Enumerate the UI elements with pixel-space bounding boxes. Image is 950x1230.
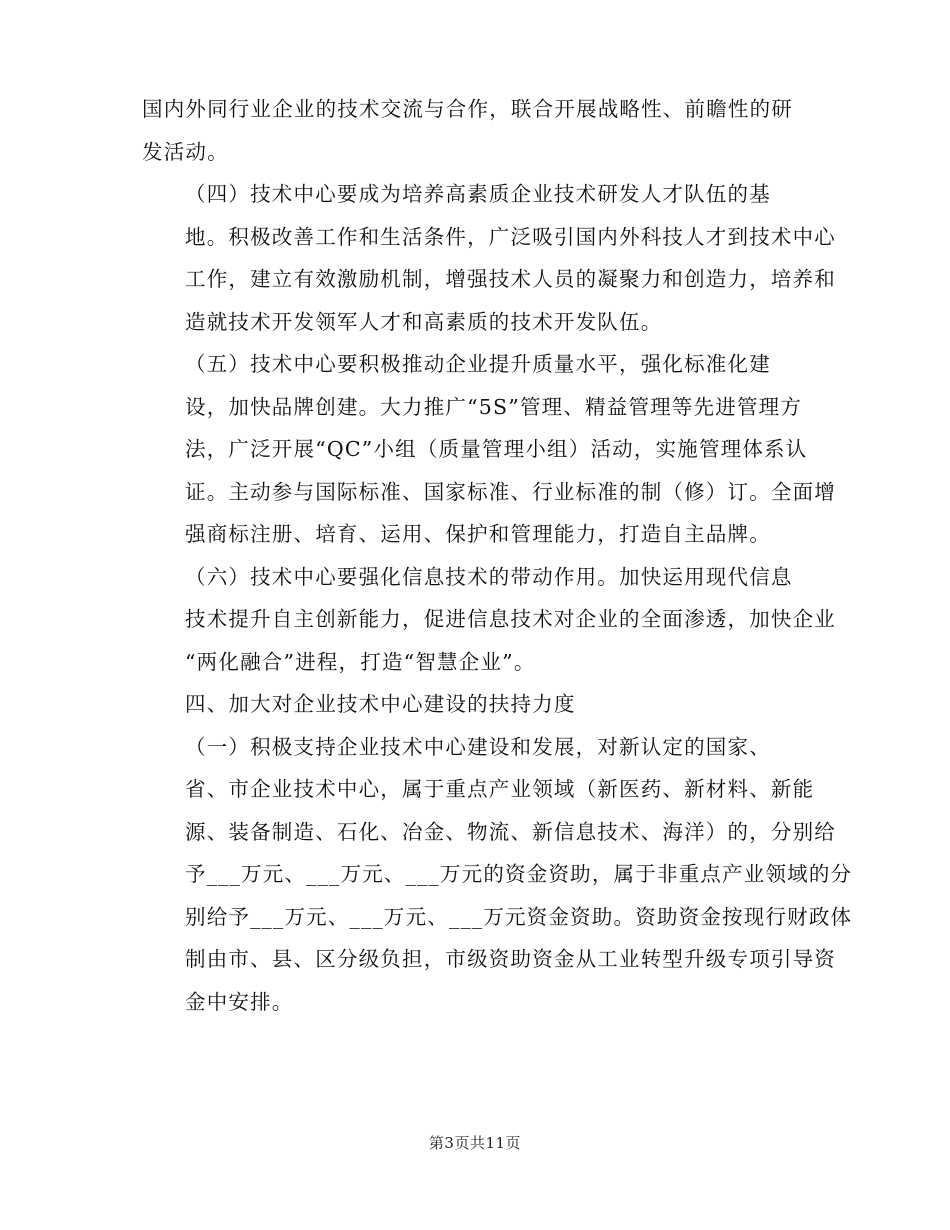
text-line: 源、装备制造、石化、冶金、物流、新信息技术、海洋）的，分别给	[185, 819, 836, 844]
paragraph	[142, 556, 836, 684]
text-line: （一）积极支持企业技术中心建设和发展，对新认定的国家、	[185, 734, 771, 759]
text-line: 证。主动参与国际标准、国家标准、行业标准的制（修）订。全面增	[185, 479, 836, 504]
text-line: 法，广泛开展“QC”小组（质量管理小组）活动，实施管理体系认	[185, 437, 808, 461]
paragraph	[142, 343, 836, 556]
text-line: 技术提升自主创新能力，促进信息技术对企业的全面渗透，加快企业	[185, 607, 836, 631]
document-body	[142, 88, 853, 1023]
text-line: 发活动。	[142, 139, 229, 164]
text-line: 金中安排。	[185, 989, 294, 1014]
text-line: “两化融合”进程，打造“智慧企业”。	[185, 649, 536, 674]
page-number-footer: 第3页共11页	[428, 1134, 522, 1152]
text-line: 别给予___万元、___万元、___万元资金资助。资助资金按现行财政体	[185, 904, 853, 929]
text-line: 省、市企业技术中心，属于重点产业领域（新医药、新材料、新能	[185, 777, 815, 801]
paragraph	[142, 173, 836, 343]
text-line: （四）技术中心要成为培养高素质企业技术研发人才队伍的基	[185, 182, 771, 206]
text-line: 设，加快品牌创建。大力推广“5S”管理、精益管理等先进管理方	[185, 394, 803, 419]
text-line: 造就技术开发领军人才和高素质的技术开发队伍。	[185, 309, 663, 334]
paragraph	[142, 88, 806, 173]
paragraph	[142, 683, 806, 726]
text-line: 制由市、县、区分级负担，市级资助资金从工业转型升级专项引导资	[185, 947, 836, 971]
text-line: 地。积极改善工作和生活条件，广泛吸引国内外科技人才到技术中心	[185, 224, 836, 249]
text-line: （六）技术中心要强化信息技术的带动作用。加快运用现代信息	[185, 564, 793, 589]
text-line: 国内外同行业企业的技术交流与合作，联合开展战略性、前瞻性的研	[142, 97, 793, 121]
text-line: 工作，建立有效激励机制，增强技术人员的凝聚力和创造力，培养和	[185, 267, 836, 291]
text-line: 四、加大对企业技术中心建设的扶持力度	[185, 692, 576, 716]
paragraph	[142, 726, 853, 1024]
text-line: 强商标注册、培育、运用、保护和管理能力，打造自主品牌。	[185, 522, 771, 546]
text-line: 予___万元、___万元、___万元的资金资助，属于非重点产业领域的分	[185, 862, 853, 886]
text-line: （五）技术中心要积极推动企业提升质量水平，强化标准化建	[185, 352, 771, 376]
